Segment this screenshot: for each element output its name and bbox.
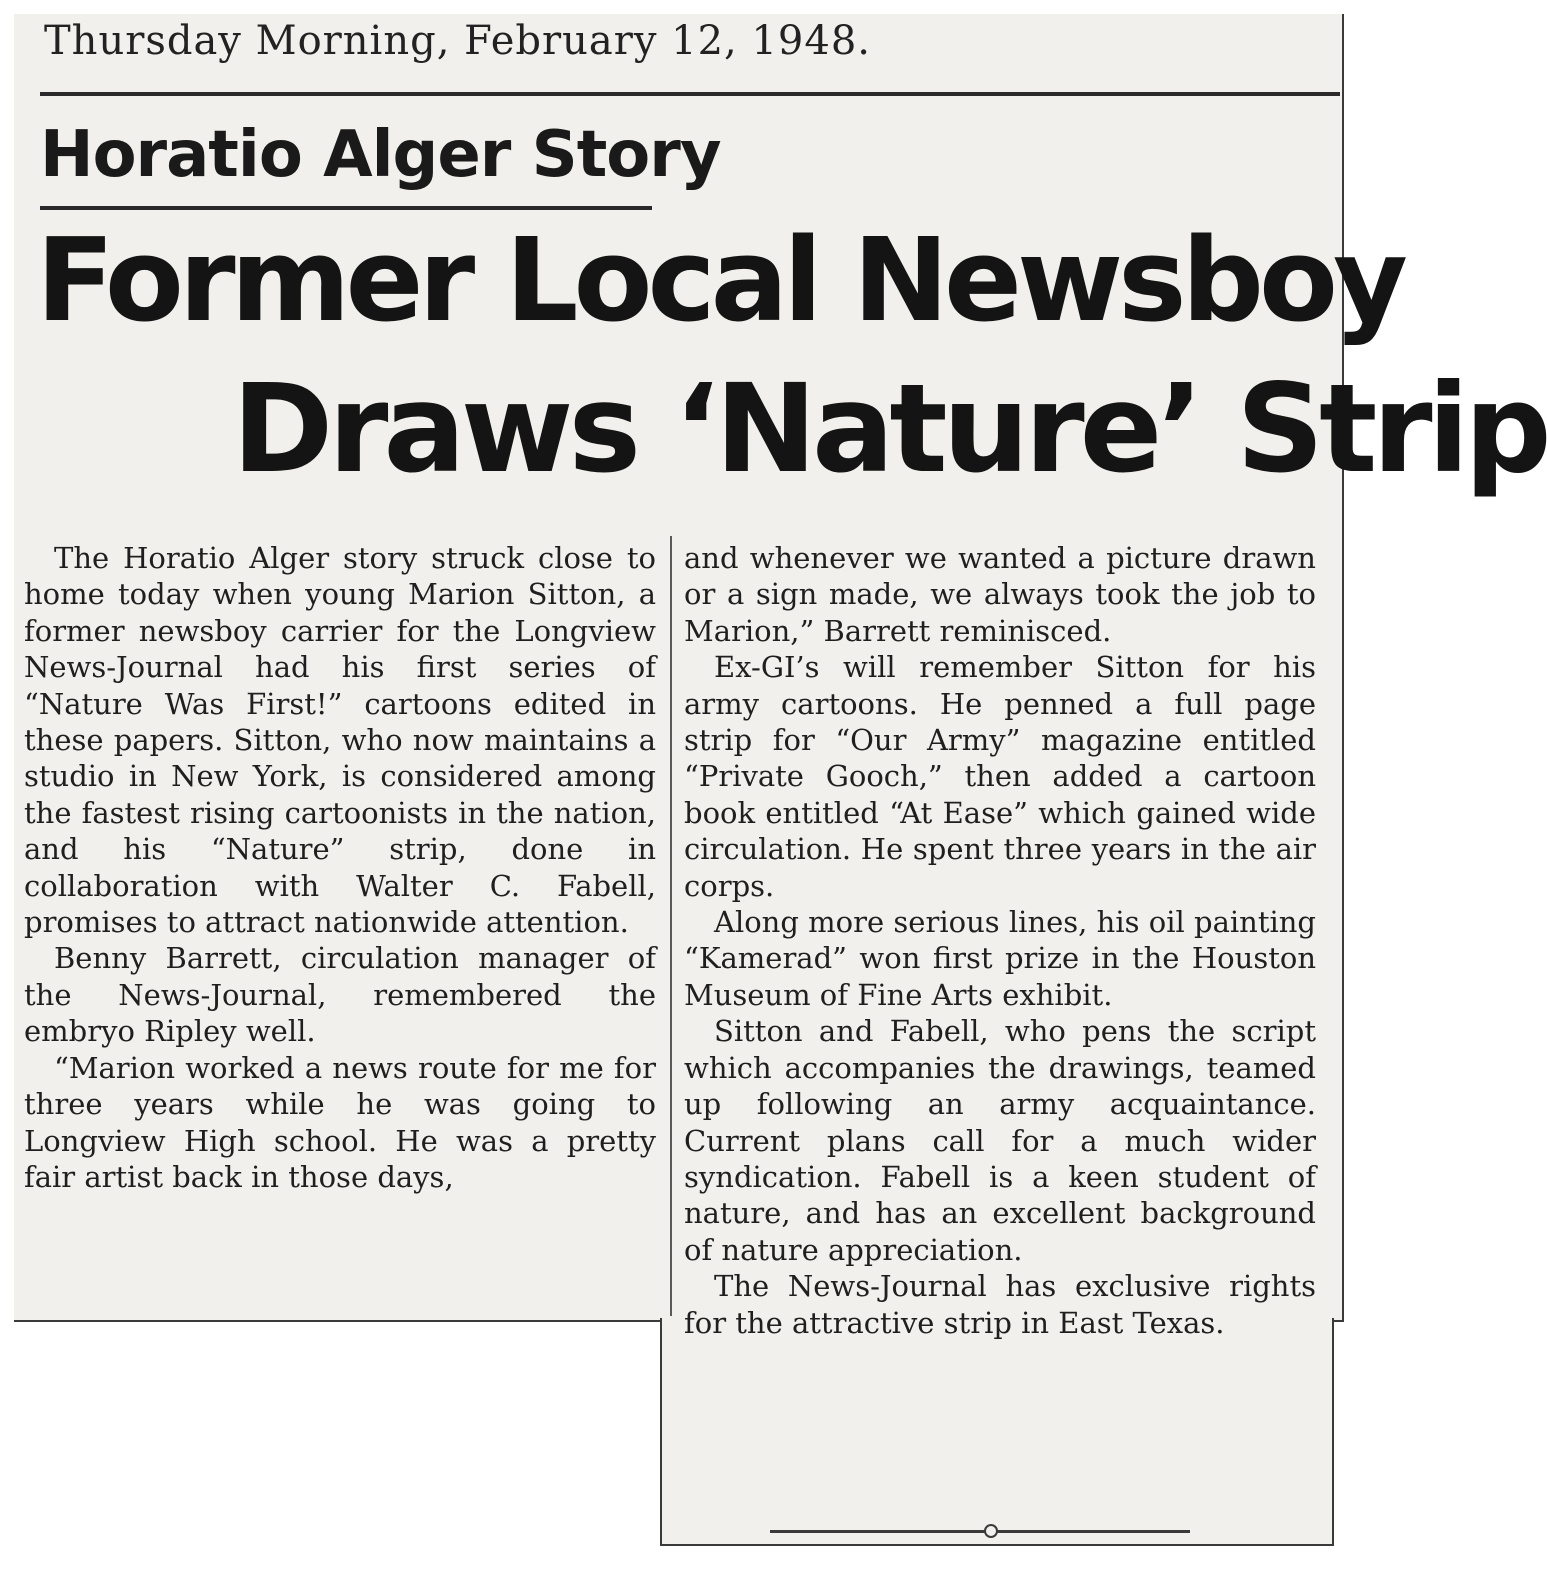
column-divider [670, 536, 672, 1316]
dateline: Thursday Morning, February 12, 1948. [44, 18, 871, 64]
kicker-underline [40, 206, 652, 210]
newspaper-clipping-lower [660, 1318, 1334, 1546]
headline-line-2: Draws ‘Nature’ Strip [232, 358, 1547, 500]
paragraph-continuation: and whenever we wanted a picture drawn or a sign made, we always took the job to Marion,” Barrett reminisced. [684, 541, 1316, 648]
kicker-headline: Horatio Alger Story [40, 118, 721, 192]
end-of-article-rule [770, 1530, 1190, 1533]
article-column-left [24, 540, 656, 1195]
paragraph: The Horatio Alger story struck close to home today when young Marion Sitton, a former newsboy carrier for the Longview News-Journal had his first series of “Nature Was First!” cartoons edited in these papers. Sitton, who now maintains a studio in New York, is considered among the fastest rising cartoonists in the nation, and his “Nature” strip, done in collaboration with Walter C. Fabell, promises to attract nationwide attention. [24, 541, 656, 940]
paragraph: The News-Journal has exclusive rights for the attractive strip in East Texas. [684, 1269, 1316, 1340]
article-column-right [684, 540, 1316, 1341]
paragraph: Sitton and Fabell, who pens the script which accompanies the drawings, teamed up following an army acquaintance. Current plans call for a much wider syndication. Fabell is a keen student of nature, and has an excellent background of nature appreciation. [684, 1014, 1316, 1267]
dateline-rule [40, 92, 1340, 96]
paragraph: Ex-GI’s will remember Sitton for his army cartoons. He penned a full page strip for “Our Army” magazine entitled “Private Gooch,” then added a cartoon book entitled “At Ease” which gained wide circulation. He spent three years in the air corps. [684, 650, 1316, 903]
paragraph: Benny Barrett, circulation manager of the News-Journal, remembered the embryo Ripley well. [24, 941, 656, 1049]
paragraph: “Marion worked a news route for me for three years while he was going to Longview High school. He was a pretty fair artist back in those days, [24, 1050, 656, 1194]
end-of-article-mark [984, 1524, 998, 1538]
headline-line-1: Former Local Newsboy [36, 214, 1403, 348]
paragraph: Along more serious lines, his oil painting “Kamerad” won first prize in the Houston Museum of Fine Arts exhibit. [684, 905, 1316, 1012]
